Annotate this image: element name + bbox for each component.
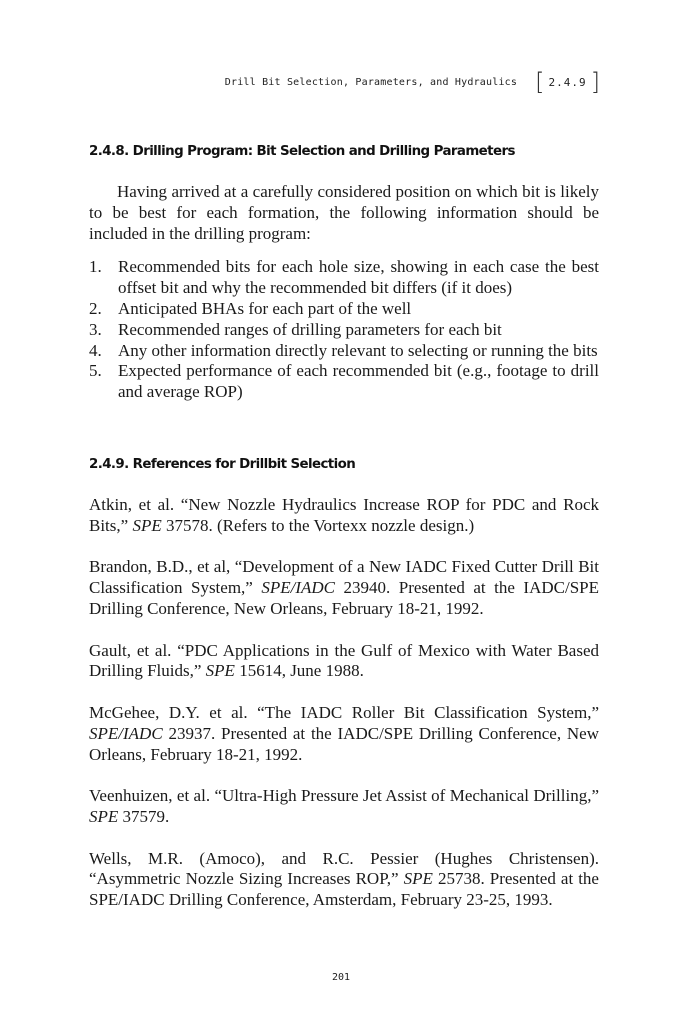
list-item bbox=[89, 361, 599, 403]
intro-paragraph: Having arrived at a carefully considered position on which bit is likely to be best for each formation, the following information should be included in the drilling program: bbox=[89, 182, 599, 243]
running-head bbox=[224, 68, 600, 96]
reference-journal: SPE bbox=[132, 515, 162, 535]
reference-citation: Gault, et al. “PDC Applications in the Gulf of Mexico with Water Based Drilling Fluids,” bbox=[89, 640, 599, 681]
list-item-number: 4. bbox=[89, 340, 102, 360]
reference-details: 37579. bbox=[118, 806, 170, 826]
reference-entry bbox=[89, 849, 599, 911]
reference-details: 37578. (Refers to the Vortexx nozzle design.) bbox=[161, 515, 475, 535]
list-item-text: Recommended ranges of drilling parameters for each bit bbox=[118, 319, 502, 339]
section-number: 2.4.9 bbox=[548, 75, 587, 89]
reference-citation: Wells, M.R. (Amoco), and R.C. Pessier (Hughes Christensen). “Asymmetric Nozzle Sizing Increases ROP,” bbox=[89, 848, 599, 889]
drilling-program-list bbox=[89, 257, 599, 403]
running-head-section bbox=[535, 68, 600, 96]
reference-details: 25738. Presented at the SPE/IADC Drilling Conference, Amsterdam, February 23-25, 1993. bbox=[89, 869, 599, 910]
page-number: 201 bbox=[331, 972, 351, 983]
references-list bbox=[89, 495, 599, 911]
reference-citation: Brandon, B.D., et al, “Development of a New IADC Fixed Cutter Drill Bit Classification System,” bbox=[89, 557, 599, 598]
reference-journal: SPE bbox=[205, 661, 235, 681]
reference-entry bbox=[89, 703, 599, 765]
list-item-text: Any other information directly relevant to selecting or running the bits bbox=[118, 340, 598, 360]
reference-citation: McGehee, D.Y. et al. “The IADC Roller Bit Classification System,” bbox=[89, 702, 599, 722]
reference-journal: SPE/IADC bbox=[261, 578, 336, 598]
list-item-number: 1. bbox=[89, 257, 102, 277]
reference-entry bbox=[89, 641, 599, 683]
reference-journal: SPE bbox=[403, 869, 433, 889]
reference-entry bbox=[89, 786, 599, 828]
reference-details: 15614, June 1988. bbox=[234, 661, 364, 681]
running-head-title: Drill Bit Selection, Parameters, and Hydraulics bbox=[224, 76, 518, 88]
list-item-text: Expected performance of each recommended bit (e.g., footage to drill and average ROP) bbox=[118, 361, 599, 402]
list-item-number: 2. bbox=[89, 298, 102, 318]
bracket-open: [ bbox=[535, 68, 545, 96]
reference-citation: Veenhuizen, et al. “Ultra-High Pressure Jet Assist of Mechanical Drilling,” bbox=[89, 786, 599, 806]
reference-details: 23940. Presented at the IADC/SPE Drilling Conference, New Orleans, February 18-21, 1992. bbox=[89, 578, 599, 618]
section-body-2-4-8 bbox=[89, 182, 599, 403]
section-heading-2-4-9: 2.4.9. References for Drillbit Selection bbox=[89, 456, 356, 472]
list-item bbox=[89, 299, 599, 320]
bracket-close: ] bbox=[590, 68, 600, 96]
list-item-number: 5. bbox=[89, 361, 102, 381]
list-item bbox=[89, 341, 599, 362]
list-item bbox=[89, 257, 599, 299]
reference-entry bbox=[89, 557, 599, 619]
main-content bbox=[89, 143, 599, 911]
list-item bbox=[89, 320, 599, 341]
reference-journal: SPE/IADC bbox=[89, 723, 163, 743]
list-item-number: 3. bbox=[89, 319, 102, 339]
reference-details: 23937. Presented at the IADC/SPE Drilling Conference, New Orleans, February 18-21, 1992. bbox=[89, 723, 599, 764]
reference-entry bbox=[89, 495, 599, 537]
section-heading-2-4-8: 2.4.8. Drilling Program: Bit Selection and Drilling Parameters bbox=[89, 144, 515, 159]
list-item-text: Anticipated BHAs for each part of the well bbox=[118, 298, 412, 318]
reference-journal: SPE bbox=[89, 806, 119, 826]
reference-citation: Atkin, et al. “New Nozzle Hydraulics Increase ROP for PDC and Rock Bits,” bbox=[89, 494, 599, 535]
list-item-text: Recommended bits for each hole size, showing in each case the best offset bit and why the recommended bit differs (if it does) bbox=[118, 257, 599, 298]
